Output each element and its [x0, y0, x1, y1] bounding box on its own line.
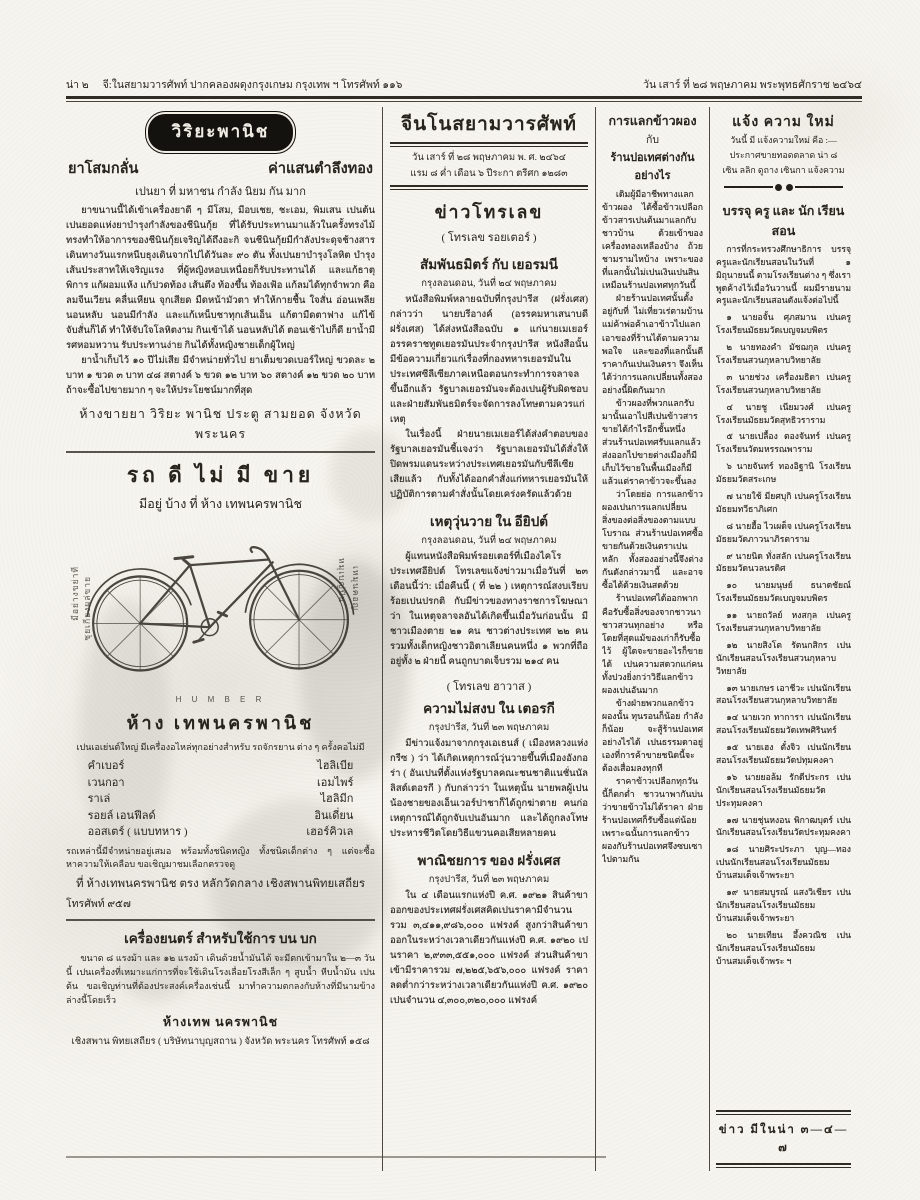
ad-shop-address: ที่ ห้างเทพนครพานิช ตรง หลักวัดกลาง เชิงสพานพิทยเสถียร [75, 878, 366, 891]
running-header [66, 76, 862, 93]
brand-row [88, 775, 354, 792]
ad-paragraph: รถเหล่านี้มีจำหน่ายอยู่เสมอ พร้อมทั้งชนิดหญิง ทั้งชนิดเด็กต่าง ๆ แต่จะซื้อหาความให้เคลือบ ขอเชิญมาชมเลือกตรวจดู [66, 845, 375, 870]
bottom-rule [66, 1156, 606, 1158]
bicycle-figure [66, 518, 375, 706]
ad-shop-address: เชิงสพาน พิทยเสถียร ( บริษัทนาบุญสถาน ) จังหวัด พระนคร โทรศัพท์ ๑๕๘ [71, 1037, 370, 1048]
editorial-paragraph: ข้างฝ่ายพวกแลกข้าวผองนั้น ทุนรอนก็น้อย กำลังก็น้อย จะสู้ร้านปอเทศอย่างไรได้ เปนธรรมดาอยู่เองที่การค้าขายชนิดนี้จะต้องเสื่อมลงทุกที [602, 697, 703, 774]
lunar-date-line: แรม ๘ ค่ำ เดือน ๖ ปีระกา ตรีศก ๑๒๘๓ [410, 169, 568, 180]
teacher-list-item: ๑๙ นายสมบูรณ์ แสงวิเชียร เปนนักเรียนสอนโรงเรียนมัธยมบ้านสมเด็จเจ้าพระยา [716, 887, 851, 923]
teacher-list-item: ๙ นายนิด ทั่งสลัก เปนครูโรงเรียนมัธยมวัดนวลนรดิศ [716, 550, 851, 574]
article-dateline: กรุงลอนดอน, วันที่ ๒๔ พฤษภาคม [421, 536, 557, 547]
section-intro: การที่กระทรวงศึกษาธิการ บรรจุครูและนักเรียนสอนในวันที่ ๑ มิถุนายนนี้ ตามโรงเรียนต่าง ๆ ซึ่งเราพูดค้างไว้เมื่อวันวานนี้ ผมมีรายนามครูและนักเรียนสอนดังแจ้งต่อไปนี้ [716, 243, 851, 306]
article [390, 677, 588, 842]
teacher-list-item: ๑๒ นายสิงโต รัตนกสิกร เปนนักเรียนสอนโรงเรียนสวนกุหลาบวิทยาลัย [716, 639, 851, 676]
article-headline: เหตุวุ่นวาย ใน อียิปต์ [429, 514, 549, 530]
ad-phone: โทรศัพท์ ๙๕๗ [66, 899, 131, 911]
section-heading: ข่าวโทรเลข [434, 202, 544, 223]
editorial-paragraph: ร้านปอเทศได้ออกพาก คือรับซื้อสิ่งของจากชาวนาชาวสวนทุกอย่าง หรือโดยที่สุดแม้ของเก่าก็รับซื้อไว้ ผู้ใดจะขายอะไรก็ขายได้ เปนความสดวกแก่คนทั้งปวงยิ่งกว่าวิธีแลกข้าวผองเปนอันมาก [602, 593, 703, 695]
brand-name: ราเล่ [87, 793, 111, 805]
article-headline: พาณิชยการ ของ ฝรั่งเศส [417, 853, 561, 869]
brand-name: รอยล์ เอนฟีลด์ [87, 809, 156, 822]
bicycle-brand-caption: H U M B E R [175, 695, 266, 704]
column-ads [66, 107, 382, 1171]
teacher-list-item: ๑๘ นายศิระประภา บุญ—ทอง เปนนักเรียนสอนโรงเรียนมัธยมบ้านสมเด็จเจ้าพระยา [716, 844, 851, 881]
editorial-paragraph: เดิมผู้มีอาชีพทางแลกข้าวผอง ได้ซื้อข้าวเปลือกข้าวสารเปนต้นมาแลกกับชาวบ้าน ด้วยเข้าของเครื่องทองเหลืองบ้าง ถ้วยชามรามไหบ้าง เพราะของที่แลกนั้นไม่เปนเงินเปนสินเหมือนร้านปอเทศทุกวันนี้ [602, 189, 703, 291]
ad-headline: รถ ดี ไม่ มี ขาย [126, 463, 315, 487]
ornament-divider [724, 184, 843, 191]
teacher-list-item: ๖ นายจันทร์ ทองอิฐานิ โรงเรียนมัธยมวัดสระเกษ [716, 461, 851, 485]
news-source: ( โทรเลข รอยเตอร์ ) [441, 232, 537, 245]
brand-name: ไฮลิมีก [320, 793, 354, 805]
ad-shop-name: ห้างเทพ นครพานิช [162, 1015, 279, 1030]
article-body [390, 737, 588, 842]
article-dateline: กรุงปารีส, วันที่ ๒๓ พฤษภาคม [428, 875, 550, 886]
ad-bicycle [66, 459, 375, 912]
ad-heading-right: ค่าแสนตำลึงทอง [268, 161, 373, 177]
column-announcements [709, 107, 857, 1171]
teacher-list-item: ๕ นายเปลื้อง ตองจันทร์ เปนครูโรงเรียนวัดมหรรณพาราม [716, 431, 851, 455]
ad-badge: วิริยะพานิช [148, 114, 294, 151]
brand-name: เอมไพร์ [317, 776, 354, 789]
article-dateline: กรุงลอนดอน, วันที่ ๒๔ พฤษภาคม [421, 279, 557, 290]
brand-row [88, 808, 354, 825]
brand-name: เวนกอา [87, 776, 125, 789]
teacher-list [716, 311, 851, 1104]
header-rule [66, 96, 862, 102]
announcement-line: ประกาศขายทอดตลาด น่า ๘ [729, 149, 838, 160]
side-note: มีอย่างขย่าที [70, 566, 80, 621]
brand-row [88, 791, 354, 808]
page-number: น่า ๒ [66, 80, 89, 91]
column-telegraph-news [382, 107, 595, 1171]
bicycle-illustration [80, 518, 362, 680]
article [390, 849, 588, 1009]
paper-masthead: จีนโนสยามวารศัพท์ [401, 114, 577, 135]
article-body [390, 889, 588, 1009]
editorial-title: การแลกข้าวผอง [608, 114, 697, 128]
article-dateline: กรุงปารีส, วันที่ ๒๓ พฤษภาคม [428, 723, 550, 734]
teacher-list-item: ๓ นายช่วง เครื่องมธิดา เปนครูโรงเรียนสวนกุหลาบวิทยาลัย [716, 371, 851, 395]
brand-name: ออสเตร์ ( แบบทหาร ) [87, 826, 188, 838]
ad-heading-left: ยาโสมกลั่น [68, 161, 139, 177]
editorial-title: กับ [645, 135, 660, 146]
teacher-list-item: ๑๗ นายชุ่นหงอน พิกาฒบุตร์ เปนนักเรียนสอนโรงเรียนวัดประทุมคงคา [716, 814, 851, 838]
article-paragraph: ใน ๔ เดือนแรกแห่งปี ค.ศ. ๑๙๒๑ สินค้าขาออกของประเทศฝรั่งเศสคิดเปนราคามีจำนวนรวม ๓,๔๑๑,๙๘๖,๐๐๐ แฟรงค์ สูงกว่าสินค้าขาออกในระหว่างเวลาเดียวกันแห่งปี ค.ศ. ๑๙๒๐ เปนราคา ๒,๙๓๓,๕๕๑,๐๐๐ แฟรงค์ ส่วนสินค้าขาเข้ามีราคารวม ๗,๒๒๕,๖๕๖,๐๐๐ แฟรงค์ ราคาลดต่ำกว่าระหว่างเวลาเดียวกันแห่งปี ค.ศ. ๑๙๒๐ เปนจำนวน ๔,๓๐๐,๓๒๐,๐๐๐ แฟรงค์ [390, 891, 588, 1007]
teacher-list-item: ๘ นายฮื้อ ไวเผด็จ เปนครูโรงเรียนมัธยมวัดภาวนาภิรตาราม [716, 520, 851, 544]
teacher-list-item: ๑๑ นายถวัลย์ หงสกุล เปนครูโรงเรียนสวนกุหลาบวิทยาลัย [716, 610, 851, 634]
teacher-list-item: ๑ นายอจั้น ศุภสมาน เปนครูโรงเรียนมัธยมวัดเบญจมบพิตร [716, 312, 851, 336]
brand-name: อินเดี่ยน [314, 809, 354, 822]
article-paragraph: ในเรื่องนี้ ฝ่ายนายเมเยอร์ได้ส่งคำตอบของรัฐบาลเยอรมันชี้แจงว่า รัฐบาลเยอรมันได้สั่งให้ปิดพรมแดนระหว่างประเทศเยอรมันกับซีลีเซียเสียแล้ว กับทั้งได้ออกคำสั่งแก่ทหารเยอรมันให้ปฏิบัติการตามคำสั่งนั้นโดยเคร่งครัดแล้วด้วย [390, 430, 588, 501]
ad-paragraph: ยาขนานนี้ได้เข้าเครื่องยาดี ๆ มีโสม, มีอบเชย, ชะเอม, พิมเสน เปนต้น เปนยอดแห่งยาบำรุงกำลังของชีนินกุ้ย ที่ได้รับประทานมาแล้วในครั้งทรงไม้ ทรงทำให้อาการของชีนินกุ้ยเจริญได้ถึงอะกิ จนชีนินกุ้ยมีกำลังประดุจช้างสาร เดินทางวันแรกหนีบธุงเดินจากไปได้วันละ ๙๐ ตัน ทั้งเปนยาบำรุงโลหิต บำรุงเส้นประสาทให้เจริญแรง ที่ผู้หญิงหอบเหนื่อยก็รับประทานได้ และแก้ธาตุพิการ แก้ผอมแห้ง แก้ปวดท้อง เส้นตึง ท้องขึ้น ท้องเฟ้อ แก้ลมได้ทุกจำพวก คือลมจีนเวียน คลื่นเหียน จุกเสียด มืดหน้ามัวตา ทำให้กายชื้น ใจสั่น อ่อนเพลีย นอนหลับ นอนมีกำลัง และแก้เหน็บชาทุกเส้นเอ็น แก้ตามืดตาฟาง แก้ไข้จับสั่นก็ได้ ทำให้จับใจโลหิตงาม กินเข้าได้ นอนหลับได้ ตอนเช้าไปก็ดี ยาน้ำมีรศหอมหวาน รับประทานง่าย กินได้ทั้งหญิงชายเด็กผู้ใหญ่ [66, 206, 375, 351]
article-paragraph: หนังสือพิมพ์หลายฉบับที่กรุงปารีส (ฝรั่งเศส) กล่าวว่า นายบรีอางค์ (อรรคมหาเสนาบดีฝรั่งเศส) ได้ส่งหนังสือฉบับ ๑ แก่นายเมเยอร์ อรรคราชทูตเยอรมันประจำกรุงปารีส หนังสือนั้นมีข้อความเกี่ยวแก่เรื่องที่กองทหารเยอรมันในประเทศซีลีเซียภาคเหนือตอนกระทำการจลาจลขึ้นอีกแล้ว รัฐบาลเยอรมันจะต้องเปนผู้รับผิดชอบ และฝ่ายสัมพันธมิตร์จะจัดการลงโทษตามควรแก่เหตุ [390, 295, 588, 426]
brand-name: ไฮลิเบีย [317, 760, 354, 772]
divider-rule [66, 919, 375, 921]
article-headline: ความไม่สงบ ใน เตอรกี [423, 701, 555, 717]
article-paragraph: ผู้แทนหนังสือพิมพ์รอยเตอร์ที่เมืองไคโร ประเทศอียิปต์ โทรเลขแจ้งข่าวมาเมื่อวันที่ ๒๓ เดือนนี้ว่า: เมื่อคืนนี้ ( ที่ ๒๒ ) เหตุการณ์สงบเรียบร้อยเปนปรกติ กับมีข่าวของทางราชการโฆษณาว่า ในเหตุจลาจลอันได้เกิดขึ้นเมื่อวันก่อนนั้น มีชาวเมืองตาย ๒๑ คน ชาวต่างประเทศ ๒๒ คน รวมทั้งเด็กหญิงชาวอิตาเลียนคนหนึ่ง ๑ พวกที่ถืออยู่ทั้ง ๒ ฝ่ายนี้ คนถูกบาดเจ็บรวม ๒๑๔ คน [390, 552, 588, 668]
brand-row [88, 758, 354, 775]
side-note: ชุยเกียงผล่ขาย [82, 576, 92, 641]
ad-headline: เครื่องยนตร์ สำหรับใช้การ บน บก [124, 931, 317, 947]
side-note: หมุเบญ่ปิน [337, 558, 347, 603]
masthead-rule [390, 185, 588, 190]
ad-shop-name: ห้าง เทพนครพานิช [126, 713, 315, 733]
article-headline: สัมพันธมิตร์ กับ เยอรมนี [420, 257, 558, 273]
ad-engine [66, 927, 375, 1049]
side-note: เหมุนคอญ [351, 566, 361, 611]
editorial-paragraph: ว่าโดยย่อ การแลกข้าวผองเปนการแลกเปลี่ยนสิ่งของต่อสิ่งของตามแบบโบราณ ส่วนร้านปอเทศซื้อขายกันด้วยเงินตราเปนหลัก ทั้งสองอย่างนี้จึงต่างกันดังกล่าวมานี้ และอาจซื้อได้ด้วยเงินสดด้วย [602, 489, 703, 591]
news-source: ( โทรเลข ฮาวาส ) [446, 681, 532, 694]
announcement-line: เซิน ลลิก ดูถาง เซินกา แจ้งความ [722, 164, 845, 175]
article-body [390, 293, 588, 503]
teacher-list-item: ๔ นายชู เนียมวงศ์ เปนครูโรงเรียนมัธยมวัดสุทธิวราราม [716, 401, 851, 425]
ad-paragraph: ขนาด ๘ แรงม้า และ ๑๒ แรงม้า เดินด้วยน้ำมันได้ จะมีตกเข้ามาใน ๒—๓ วันนี้ เปนเครื่องที่เหมาะแก่การที่จะใช้เดินโรงเลื่อยโรงสีเล็ก ๆ สูบน้ำ หีบน้ำมัน เปนต้น ขอเชิญท่านที่ต้องประสงค์เครื่องเช่นนี้ มาทำความตกลงกับห้างที่มีนามข้างล่างนี้โดยเร็ว [66, 953, 375, 1006]
ad-body [66, 204, 375, 399]
divider-rule [66, 451, 375, 453]
teacher-list-item: ๗ นายใช้ มียศบุกิ เปนครูโรงเรียนมัธยมทวีธาภิเศก [716, 491, 851, 514]
ad-agent-line: เปนเอเย่นต์ใหญ่ มีเครื่องอไหล่ทุกอย่างสำหรับ รถจักรยาน ต่าง ๆ ครั้งคอไม่มี [76, 742, 365, 752]
editorial-title: ร้านปอเทศต่างกันอย่างไร [610, 152, 695, 182]
brand-name: คำเบอร์ [87, 760, 125, 772]
masthead-rule [390, 142, 588, 147]
issue-date-line: วัน เสาร์ ที่ ๒๘ พฤษภาคม พ. ศ. ๒๔๖๔ [412, 153, 566, 163]
teacher-list-item: ๑๖ นายยอล้ม รักดีประกร เปนนักเรียนสอนโรงเรียนมัธยมวัดประทุมคงคา [716, 771, 851, 808]
ad-subheading: เปนยา ที่ มหาชน กำลัง นิยม กัน มาก [135, 186, 306, 198]
running-date: วัน เสาร์ ที่ ๒๘ พฤษภาคม พระพุทธศักราช ๒๔๖๔ [643, 80, 862, 91]
teacher-list-item: ๑๔ นายเวก ทาการา เปนนักเรียนสอนโรงเรียนมัธยมวัดเทพศิรินทร์ [716, 712, 851, 736]
editorial-body [602, 188, 703, 1171]
article [390, 253, 588, 503]
announcement-line: วันนี้ มี แจ้งความใหม่ คือ :— [730, 135, 837, 145]
article-body [390, 550, 588, 670]
teacher-list-item: ๑๕ นายเฮง ตั๋งจิว เปนนักเรียนสอนโรงเรียนมัธยมวัดปทุมคงคา [716, 742, 851, 766]
ad-paragraph: ยาน้ำเก็บไว้ ๑๐ ปีไม่เสีย มีจำหน่ายทั่วไป ยาเต็มขวดเบอร์ใหญ่ ขวดละ ๒ บาท ๑ ขวด ๓ บาท ๔๘ สตางค์ ๖ ขวด ๑๒ บาท ๖๐ สตางค์ ๑๒ ขวด ๒๐ บาท ถ้าจะซื้อไปขายมาก ๆ จะให้ประโยชน์มากที่สุด [66, 356, 375, 396]
brand-name: เฮอร์คิวเล [306, 826, 354, 838]
teacher-list-item: ๒ นายทองคำ มัชฌกุล เปนครูโรงเรียนสวนกุหลาบวิทยาลัย [716, 342, 851, 365]
editorial-paragraph: ฝ่ายร้านปอเทศนั้นตั้งอยู่กับที่ ไม่เที่ยวเร่ตามบ้าน แม่ค้าพ่อค้าเอาข้าวไปแลกเอาของที่ร้านได้ตามความพอใจ และของที่แลกนั้นตีราคากันเปนเงินตรา จึงเห็นได้ว่าการแลกเปลี่ยนทั้งสองอย่างนี้ผิดกันมาก [602, 293, 703, 395]
page-index-box [716, 1107, 851, 1171]
section-heading: บรรจุ ครู และ นัก เรียน สอน [722, 203, 845, 238]
teacher-list-item: ๑๐ นายมนุษย์ ธนาดชัยณ์ โรงเรียนมัธยมวัดเบญจมบพิตร [716, 580, 851, 604]
editorial-paragraph: ราคาข้าวเปลือกทุกวันนี้ก็ตกต่ำ ชาวนาพากันบ่นว่าขายข้าวไม่ได้ราคา ฝ่ายร้านปอเทศก็รับซื้อแต่น้อย เพราะฉนั้นการแลกข้าวผองกับร้านปอเทศจึงซบเซาไปตามกัน [602, 776, 703, 865]
page-index-text: ข่าว มีในน่า ๓—๔—๗ [718, 1124, 849, 1154]
ad-subhead: มีอยู่ บ้าง ที่ ห้าง เทพนครพานิช [139, 497, 302, 511]
article-paragraph: มีข่าวแจ้งมาจากกรุงเอเธนส์ ( เมืองหลวงแห่งกรีซ ) ว่า ได้เกิดเหตุการณ์วุ่นวายขึ้นที่เมืองอังกอร่า ( อันเปนที่ตั้งแห่งรัฐบาลคณะชนชาติแนชั่นนัลลิสต์เตอรกี ) กับกล่าวว่า ในเหตุนั้น นายพลผู้เปนน้องชายของเอ็นเวอร์ปาชาก็ได้ถูกฆ่าตาย คนก่อเหตุการณ์ได้ถูกจับเปนอันมาก และได้ถูกลงโทษประหารชีวิตโดยวิธีแขวนคอเสียหลายคน [390, 739, 588, 840]
ad-viriya-phanich [66, 114, 375, 444]
editorial-paragraph: ข้าวผองที่พวกแลกรับมานั้นเอาไปสีเปนข้าวสารขายได้กำไรอีกชั้นหนึ่ง ส่วนร้านปอเทศรับแลกแล้วส่งออกไปขายต่างเมืองก็มี เก็บไว้ขายในพื้นเมืองก็มี แล้วแต่ราคาข้าวจะขึ้นลง [602, 397, 701, 487]
column-layout [66, 107, 862, 1171]
announcements-title: แจ้ง ความ ใหม่ [732, 115, 835, 130]
teacher-list-item: ๒๐ นายเทียน อึ้งควณิช เปนนักเรียนสอนโรงเรียนมัธยมบ้านสมเด็จเจ้าพระ ฯ [716, 929, 851, 966]
ad-shop-address: ห้างขายยา วิริยะ พานิช ประตู สามยอด จังหวัด พระนคร [79, 407, 362, 441]
running-masthead: จี:ในสยามวารศัพท์ ปากคลองผดุงกรุงเกษม กรุงเทพ ฯ โทรศัพท์ ๑๑๖ [102, 80, 403, 91]
article [390, 510, 588, 670]
column-editorial [595, 107, 709, 1171]
brand-list [88, 758, 354, 841]
teacher-list-item: ๑๓ นายเกษร เอาชีวะ เปนนักเรียนสอนโรงเรียนสวนกุหลาบวิทยาลัย [716, 682, 851, 706]
brand-row [88, 824, 354, 841]
